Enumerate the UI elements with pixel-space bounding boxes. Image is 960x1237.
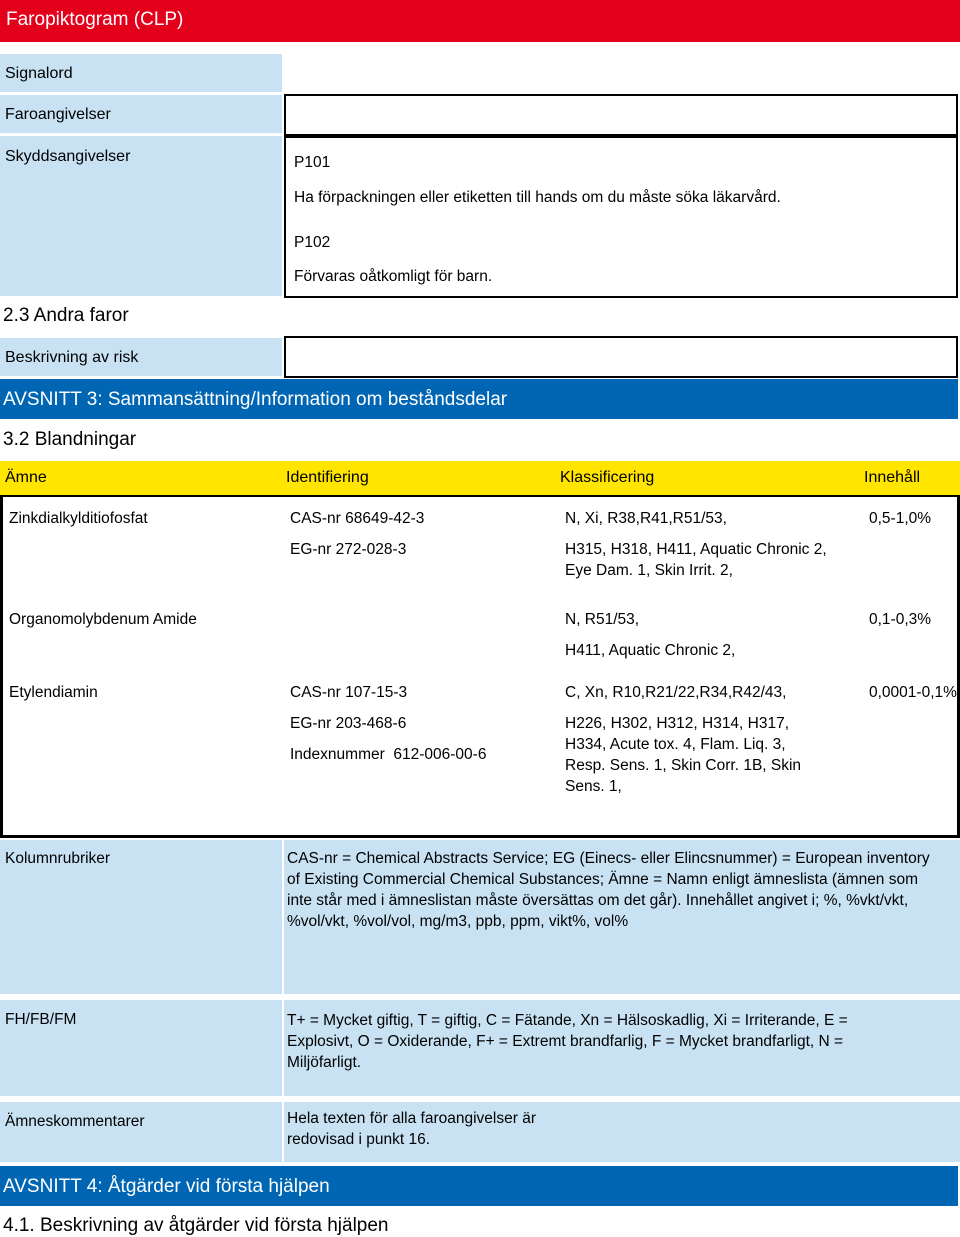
substance-1-class3: Eye Dam. 1, Skin Irrit. 2, — [565, 562, 733, 579]
substance-3-class5: Sens. 1, — [565, 778, 622, 795]
substance-3-id2: EG-nr 203-468-6 — [290, 715, 407, 732]
kolumnrubriker-label-cell — [0, 840, 282, 994]
fhfbfm-text-cell — [284, 1000, 960, 1096]
beskrivning41-heading: 4.1. Beskrivning av åtgärder vid första hjälpen — [3, 1215, 389, 1236]
substance-2-class1: N, R51/53, — [565, 611, 640, 628]
amneskommentarer-text-cell — [284, 1102, 960, 1162]
skyddsangivelser-value-box — [284, 136, 958, 298]
substance-1-name: Zinkdialkylditiofosfat — [9, 510, 148, 527]
substance-3-class4: Resp. Sens. 1, Skin Corr. 1B, Skin — [565, 757, 802, 774]
substance-3-id3: Indexnummer 612-006-00-6 — [290, 746, 487, 763]
substance-table-body — [0, 495, 960, 838]
header-innehall: Innehåll — [864, 469, 921, 486]
pictogram-header-bar — [0, 0, 960, 42]
blandningar-heading: 3.2 Blandningar — [3, 429, 137, 450]
header-amne: Ämne — [5, 469, 47, 486]
beskrivning-label-cell — [0, 338, 282, 376]
substance-3-class1: C, Xn, R10,R21/22,R34,R42/43, — [565, 684, 787, 701]
pictogram-header-title: Faropiktogram (CLP) — [6, 9, 184, 30]
substance-2-name: Organomolybdenum Amide — [9, 611, 197, 628]
p101-code: P101 — [294, 154, 331, 171]
substance-2-class2: H411, Aquatic Chronic 2, — [565, 642, 736, 659]
header-klassificering: Klassificering — [560, 469, 655, 486]
substance-3-class3: H334, Acute tox. 4, Flam. Liq. 3, — [565, 736, 786, 753]
kolumnrubriker-label: Kolumnrubriker — [5, 850, 111, 867]
section4-bar — [0, 1166, 958, 1206]
p102-code: P102 — [294, 234, 331, 251]
andra-faror-heading: 2.3 Andra faror — [3, 305, 129, 326]
substance-1-id2: EG-nr 272-028-3 — [290, 541, 407, 558]
faroangivelser-label: Faroangivelser — [5, 106, 111, 123]
substance-1-content: 0,5-1,0% — [869, 510, 932, 527]
substance-3-name: Etylendiamin — [9, 684, 98, 701]
faroangivelser-label-cell — [0, 95, 282, 133]
beskrivning-value-box — [284, 336, 958, 378]
p101-text: Ha förpackningen eller etiketten till hands om du måste söka läkarvård. — [294, 189, 781, 206]
amneskommentarer-label-cell — [0, 1102, 282, 1162]
amneskommentarer-label: Ämneskommentarer — [5, 1113, 145, 1130]
section3-bar — [0, 379, 958, 419]
faroangivelser-value-box — [284, 94, 958, 136]
section3-title: AVSNITT 3: Sammansättning/Information om beståndsdelar — [3, 389, 508, 410]
substance-3-id1: CAS-nr 107-15-3 — [290, 684, 408, 701]
amneskommentarer-text: Hela texten för alla faroangivelser är redovisad i punkt 16. — [287, 1110, 536, 1148]
substance-1-class2: H315, H318, H411, Aquatic Chronic 2, — [565, 541, 827, 558]
skyddsangivelser-label: Skyddsangivelser — [5, 148, 131, 165]
signalord-label-cell — [0, 54, 282, 92]
substance-3-content: 0,0001-0,1% — [869, 684, 957, 701]
substance-1-class1: N, Xi, R38,R41,R51/53, — [565, 510, 727, 527]
fhfbfm-text: T+ = Mycket giftig, T = giftig, C = Fätande, Xn = Hälsoskadlig, Xi = Irriterande, E = Explosivt, O = Oxiderande, F+ = Extremt brandfarlig, F = Mycket brandfarligt, N = Miljöfarligt. — [287, 1012, 848, 1071]
substance-table-header — [0, 461, 960, 495]
substance-1-id1: CAS-nr 68649-42-3 — [290, 510, 425, 527]
substance-3-class2: H226, H302, H312, H314, H317, — [565, 715, 790, 732]
substance-2-content: 0,1-0,3% — [869, 611, 932, 628]
beskrivning-label: Beskrivning av risk — [5, 349, 139, 366]
fhfbfm-label-cell — [0, 1000, 282, 1096]
signalord-label: Signalord — [5, 65, 73, 82]
section4-title: AVSNITT 4: Åtgärder vid första hjälpen — [3, 1176, 330, 1197]
fhfbfm-label: FH/FB/FM — [5, 1011, 77, 1028]
kolumnrubriker-text: CAS-nr = Chemical Abstracts Service; EG (Einecs- eller Elincsnummer) = European inventory of Existing Commercial Chemical Substances; Ämne = Namn enligt ämneslista (ämnen som inte står med i ämneslistan måste översättas om det går). Innehållet angivet i; %, %vkt/vkt, %vol/vkt, %vol/vol, mg/m3, ppb, ppm, vikt%, vol% — [287, 850, 930, 930]
skyddsangivelser-label-cell — [0, 136, 282, 296]
header-identifiering: Identifiering — [286, 469, 369, 486]
p102-text: Förvaras oåtkomligt för barn. — [294, 268, 493, 285]
kolumnrubriker-text-cell — [284, 840, 960, 994]
